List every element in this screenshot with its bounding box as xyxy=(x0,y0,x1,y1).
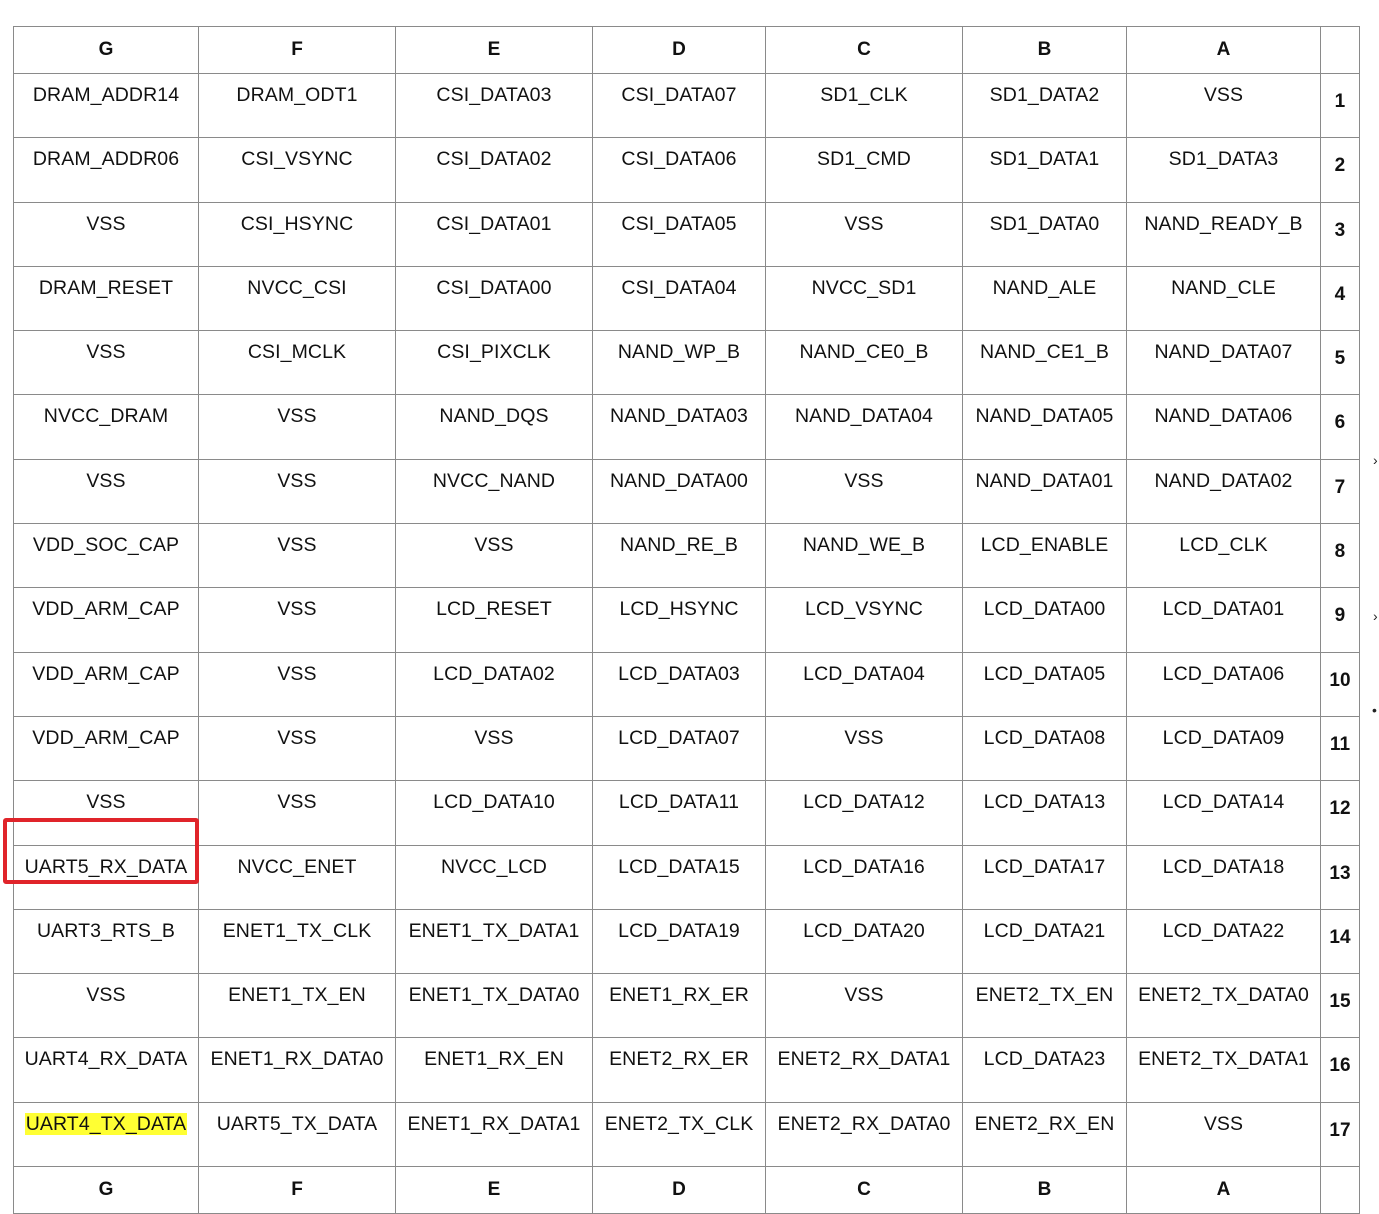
pin-cell-g15: VSS xyxy=(14,974,199,1038)
pin-cell-b5: NAND_CE1_B xyxy=(963,331,1127,395)
row-number: 8 xyxy=(1321,524,1360,588)
bottom-header-row xyxy=(14,1167,1360,1214)
pin-cell-e15: ENET1_TX_DATA0 xyxy=(396,974,593,1038)
row-number: 13 xyxy=(1321,845,1360,909)
pin-cell-f3: CSI_HSYNC xyxy=(199,202,396,266)
pin-cell-g14: UART3_RTS_B xyxy=(14,909,199,973)
pin-cell-g5: VSS xyxy=(14,331,199,395)
table-row xyxy=(14,974,1360,1038)
ball-map-body xyxy=(14,74,1360,1167)
pin-cell-a4: NAND_CLE xyxy=(1127,266,1321,330)
pin-cell-f15: ENET1_TX_EN xyxy=(199,974,396,1038)
edge-mark-2: › xyxy=(1373,608,1378,624)
pin-cell-g13: UART5_RX_DATA xyxy=(14,845,199,909)
pin-cell-d17: ENET2_TX_CLK xyxy=(593,1102,766,1166)
col-header-a: A xyxy=(1127,27,1321,74)
col-footer-c: C xyxy=(766,1167,963,1214)
pin-cell-f14: ENET1_TX_CLK xyxy=(199,909,396,973)
pin-cell-e4: CSI_DATA00 xyxy=(396,266,593,330)
pin-cell-d5: NAND_WP_B xyxy=(593,331,766,395)
pin-cell-a2: SD1_DATA3 xyxy=(1127,138,1321,202)
col-footer-b: B xyxy=(963,1167,1127,1214)
pin-cell-c15: VSS xyxy=(766,974,963,1038)
pin-cell-d13: LCD_DATA15 xyxy=(593,845,766,909)
pin-cell-e3: CSI_DATA01 xyxy=(396,202,593,266)
pin-cell-d12: LCD_DATA11 xyxy=(593,781,766,845)
col-header-b: B xyxy=(963,27,1127,74)
pin-cell-f2: CSI_VSYNC xyxy=(199,138,396,202)
pin-cell-b12: LCD_DATA13 xyxy=(963,781,1127,845)
pin-cell-e11: VSS xyxy=(396,716,593,780)
pin-cell-c3: VSS xyxy=(766,202,963,266)
table-row xyxy=(14,459,1360,523)
row-number: 17 xyxy=(1321,1102,1360,1166)
row-number: 2 xyxy=(1321,138,1360,202)
pin-cell-d14: LCD_DATA19 xyxy=(593,909,766,973)
col-footer-a: A xyxy=(1127,1167,1321,1214)
pin-cell-f10: VSS xyxy=(199,652,396,716)
pin-cell-c16: ENET2_RX_DATA1 xyxy=(766,1038,963,1102)
pin-cell-a7: NAND_DATA02 xyxy=(1127,459,1321,523)
pin-cell-b14: LCD_DATA21 xyxy=(963,909,1127,973)
pin-cell-d4: CSI_DATA04 xyxy=(593,266,766,330)
row-number: 16 xyxy=(1321,1038,1360,1102)
pin-cell-e12: LCD_DATA10 xyxy=(396,781,593,845)
pin-cell-f13: NVCC_ENET xyxy=(199,845,396,909)
pin-cell-g6: NVCC_DRAM xyxy=(14,395,199,459)
col-footer-f: F xyxy=(199,1167,396,1214)
pin-cell-e9: LCD_RESET xyxy=(396,588,593,652)
pin-cell-g7: VSS xyxy=(14,459,199,523)
table-row xyxy=(14,909,1360,973)
pin-cell-g11: VDD_ARM_CAP xyxy=(14,716,199,780)
pin-cell-f1: DRAM_ODT1 xyxy=(199,74,396,138)
pin-cell-e13: NVCC_LCD xyxy=(396,845,593,909)
pin-cell-g10: VDD_ARM_CAP xyxy=(14,652,199,716)
row-number: 12 xyxy=(1321,781,1360,845)
pin-cell-a6: NAND_DATA06 xyxy=(1127,395,1321,459)
pin-cell-b16: LCD_DATA23 xyxy=(963,1038,1127,1102)
pin-cell-d3: CSI_DATA05 xyxy=(593,202,766,266)
pin-cell-a14: LCD_DATA22 xyxy=(1127,909,1321,973)
pin-cell-a16: ENET2_TX_DATA1 xyxy=(1127,1038,1321,1102)
row-number: 1 xyxy=(1321,74,1360,138)
pin-cell-d2: CSI_DATA06 xyxy=(593,138,766,202)
pin-cell-e8: VSS xyxy=(396,524,593,588)
pin-cell-a9: LCD_DATA01 xyxy=(1127,588,1321,652)
top-header-row xyxy=(14,27,1360,74)
pin-cell-e17: ENET1_RX_DATA1 xyxy=(396,1102,593,1166)
table-row xyxy=(14,202,1360,266)
col-footer-d: D xyxy=(593,1167,766,1214)
highlighted-signal: UART4_TX_DATA xyxy=(25,1112,187,1135)
row-number: 14 xyxy=(1321,909,1360,973)
table-row xyxy=(14,588,1360,652)
col-header-e: E xyxy=(396,27,593,74)
pin-cell-d8: NAND_RE_B xyxy=(593,524,766,588)
pin-cell-e16: ENET1_RX_EN xyxy=(396,1038,593,1102)
table-row xyxy=(14,652,1360,716)
pin-cell-e14: ENET1_TX_DATA1 xyxy=(396,909,593,973)
pin-cell-a5: NAND_DATA07 xyxy=(1127,331,1321,395)
pin-cell-f11: VSS xyxy=(199,716,396,780)
pin-cell-g9: VDD_ARM_CAP xyxy=(14,588,199,652)
pin-cell-b17: ENET2_RX_EN xyxy=(963,1102,1127,1166)
pin-cell-b9: LCD_DATA00 xyxy=(963,588,1127,652)
pin-cell-d10: LCD_DATA03 xyxy=(593,652,766,716)
pin-cell-e2: CSI_DATA02 xyxy=(396,138,593,202)
ball-map-table xyxy=(13,26,1360,1214)
pin-cell-d15: ENET1_RX_ER xyxy=(593,974,766,1038)
pin-cell-a17: VSS xyxy=(1127,1102,1321,1166)
pin-cell-c17: ENET2_RX_DATA0 xyxy=(766,1102,963,1166)
table-row xyxy=(14,74,1360,138)
row-number: 5 xyxy=(1321,331,1360,395)
pin-cell-a8: LCD_CLK xyxy=(1127,524,1321,588)
pin-cell-b7: NAND_DATA01 xyxy=(963,459,1127,523)
col-header-c: C xyxy=(766,27,963,74)
pin-cell-f4: NVCC_CSI xyxy=(199,266,396,330)
pin-cell-e5: CSI_PIXCLK xyxy=(396,331,593,395)
pin-cell-e10: LCD_DATA02 xyxy=(396,652,593,716)
edge-mark-1: › xyxy=(1373,452,1378,468)
table-row xyxy=(14,524,1360,588)
pin-cell-a13: LCD_DATA18 xyxy=(1127,845,1321,909)
col-header-g: G xyxy=(14,27,199,74)
pin-cell-c14: LCD_DATA20 xyxy=(766,909,963,973)
pin-cell-f16: ENET1_RX_DATA0 xyxy=(199,1038,396,1102)
pin-cell-d6: NAND_DATA03 xyxy=(593,395,766,459)
pin-cell-c12: LCD_DATA12 xyxy=(766,781,963,845)
pin-cell-b2: SD1_DATA1 xyxy=(963,138,1127,202)
pin-cell-a1: VSS xyxy=(1127,74,1321,138)
pin-cell-c13: LCD_DATA16 xyxy=(766,845,963,909)
pin-cell-a12: LCD_DATA14 xyxy=(1127,781,1321,845)
col-footer-e: E xyxy=(396,1167,593,1214)
pin-cell-c10: LCD_DATA04 xyxy=(766,652,963,716)
col-footer-g: G xyxy=(14,1167,199,1214)
pin-cell-g12: VSS xyxy=(14,781,199,845)
pin-cell-c5: NAND_CE0_B xyxy=(766,331,963,395)
pin-cell-c9: LCD_VSYNC xyxy=(766,588,963,652)
pin-cell-d7: NAND_DATA00 xyxy=(593,459,766,523)
pin-cell-d1: CSI_DATA07 xyxy=(593,74,766,138)
pin-cell-d16: ENET2_RX_ER xyxy=(593,1038,766,1102)
pin-cell-e7: NVCC_NAND xyxy=(396,459,593,523)
pin-cell-f9: VSS xyxy=(199,588,396,652)
row-number: 10 xyxy=(1321,652,1360,716)
pin-cell-f6: VSS xyxy=(199,395,396,459)
table-row xyxy=(14,266,1360,330)
pin-cell-g8: VDD_SOC_CAP xyxy=(14,524,199,588)
pin-cell-g16: UART4_RX_DATA xyxy=(14,1038,199,1102)
pin-cell-b4: NAND_ALE xyxy=(963,266,1127,330)
pin-cell-f7: VSS xyxy=(199,459,396,523)
pin-cell-b15: ENET2_TX_EN xyxy=(963,974,1127,1038)
footer-corner-cell xyxy=(1321,1167,1360,1214)
row-number: 7 xyxy=(1321,459,1360,523)
edge-mark-3: • xyxy=(1372,702,1377,718)
pin-cell-f12: VSS xyxy=(199,781,396,845)
pin-cell-g17 xyxy=(14,1102,199,1166)
row-number: 6 xyxy=(1321,395,1360,459)
pin-cell-g2: DRAM_ADDR06 xyxy=(14,138,199,202)
pin-cell-c1: SD1_CLK xyxy=(766,74,963,138)
col-header-d: D xyxy=(593,27,766,74)
col-header-f: F xyxy=(199,27,396,74)
pin-cell-a11: LCD_DATA09 xyxy=(1127,716,1321,780)
row-number: 15 xyxy=(1321,974,1360,1038)
pin-cell-a3: NAND_READY_B xyxy=(1127,202,1321,266)
table-row xyxy=(14,138,1360,202)
pin-cell-c6: NAND_DATA04 xyxy=(766,395,963,459)
header-corner-cell xyxy=(1321,27,1360,74)
pin-cell-a10: LCD_DATA06 xyxy=(1127,652,1321,716)
pin-cell-a15: ENET2_TX_DATA0 xyxy=(1127,974,1321,1038)
pin-cell-g3: VSS xyxy=(14,202,199,266)
pin-cell-c4: NVCC_SD1 xyxy=(766,266,963,330)
pin-cell-b1: SD1_DATA2 xyxy=(963,74,1127,138)
row-number: 3 xyxy=(1321,202,1360,266)
pin-cell-b3: SD1_DATA0 xyxy=(963,202,1127,266)
row-number: 9 xyxy=(1321,588,1360,652)
pin-cell-c7: VSS xyxy=(766,459,963,523)
pin-cell-g4: DRAM_RESET xyxy=(14,266,199,330)
row-number: 4 xyxy=(1321,266,1360,330)
table-row xyxy=(14,1102,1360,1166)
table-row xyxy=(14,331,1360,395)
pin-cell-e6: NAND_DQS xyxy=(396,395,593,459)
table-row xyxy=(14,1038,1360,1102)
pin-cell-d9: LCD_HSYNC xyxy=(593,588,766,652)
table-row xyxy=(14,395,1360,459)
pin-cell-c8: NAND_WE_B xyxy=(766,524,963,588)
pin-cell-c2: SD1_CMD xyxy=(766,138,963,202)
pin-cell-b8: LCD_ENABLE xyxy=(963,524,1127,588)
pin-cell-e1: CSI_DATA03 xyxy=(396,74,593,138)
pin-cell-f5: CSI_MCLK xyxy=(199,331,396,395)
pin-cell-b6: NAND_DATA05 xyxy=(963,395,1127,459)
pin-cell-c11: VSS xyxy=(766,716,963,780)
pin-cell-f8: VSS xyxy=(199,524,396,588)
pin-cell-g1: DRAM_ADDR14 xyxy=(14,74,199,138)
pin-cell-b10: LCD_DATA05 xyxy=(963,652,1127,716)
row-number: 11 xyxy=(1321,716,1360,780)
pin-cell-b13: LCD_DATA17 xyxy=(963,845,1127,909)
table-row xyxy=(14,781,1360,845)
table-row xyxy=(14,716,1360,780)
table-row xyxy=(14,845,1360,909)
pin-cell-d11: LCD_DATA07 xyxy=(593,716,766,780)
pin-cell-b11: LCD_DATA08 xyxy=(963,716,1127,780)
pin-cell-f17: UART5_TX_DATA xyxy=(199,1102,396,1166)
